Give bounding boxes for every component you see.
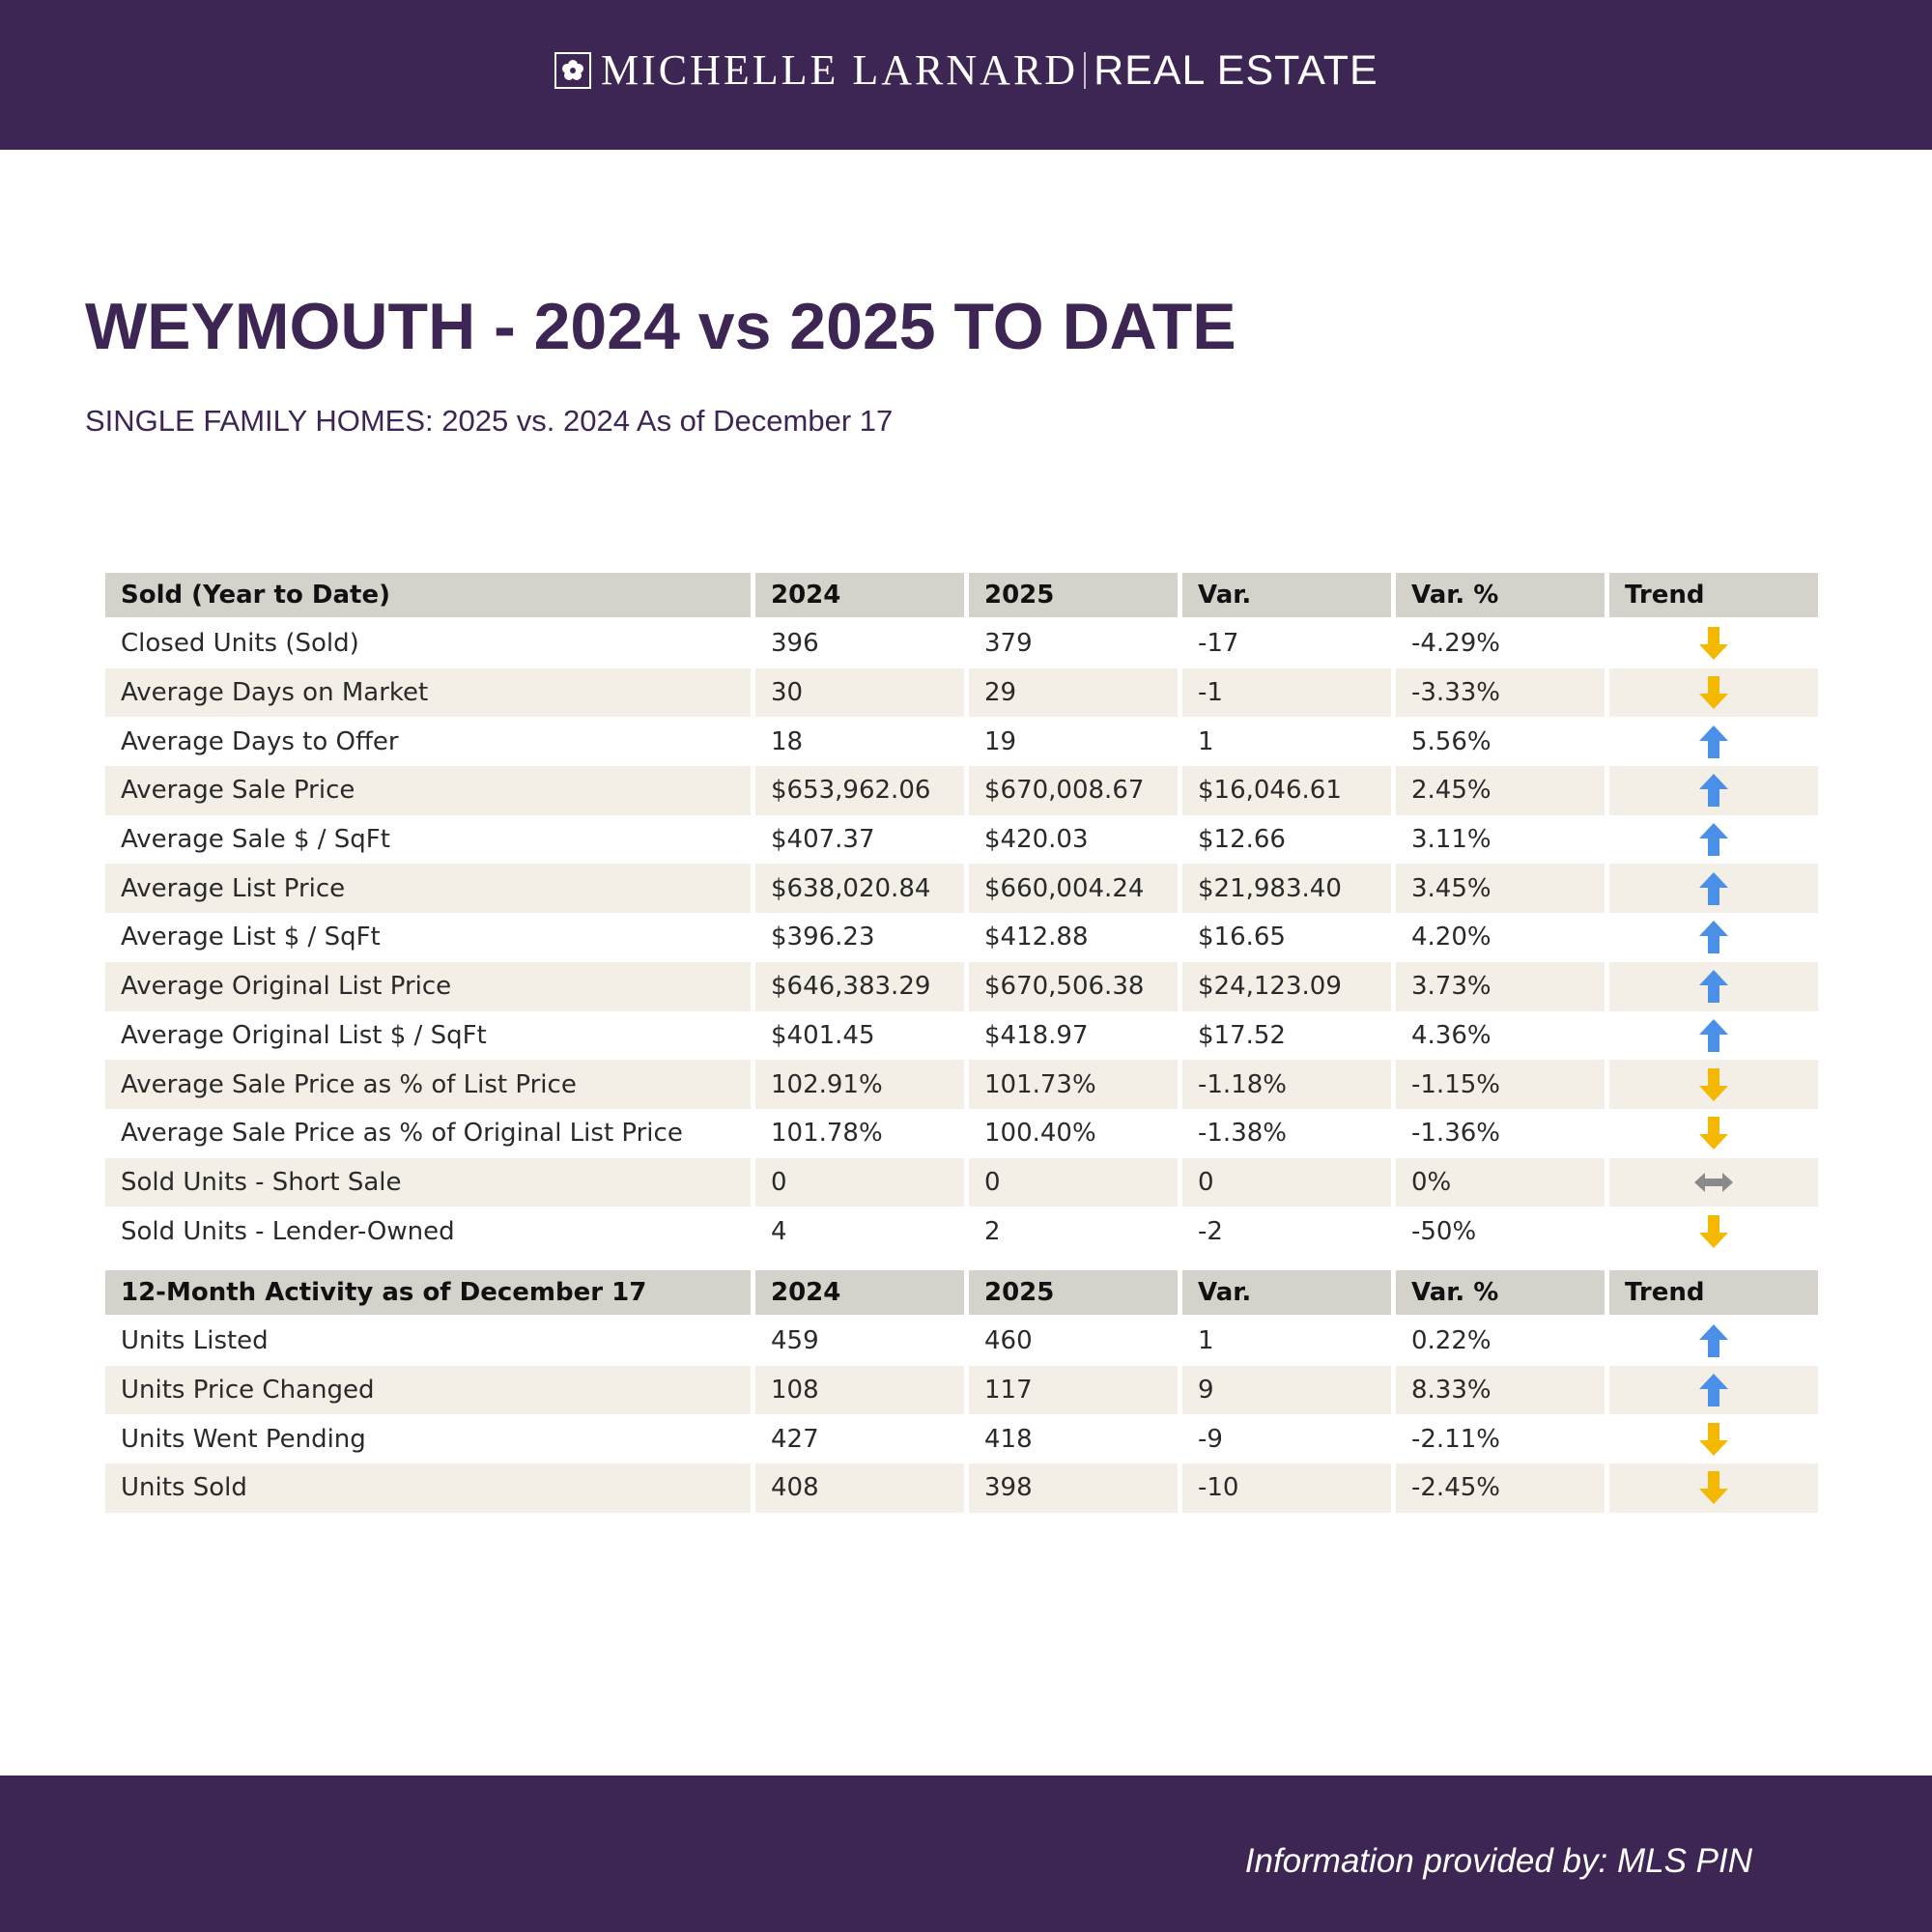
trend-cell <box>1609 668 1818 718</box>
metric-cell: Average Days to Offer <box>121 726 399 756</box>
value-2025-cell: $670,008.67 <box>969 766 1178 815</box>
value-2024-cell: $396.23 <box>771 923 875 952</box>
metric-cell: Units Went Pending <box>121 1424 366 1454</box>
variance-cell: 1 <box>1198 1326 1214 1356</box>
value-2025-cell: 29 <box>969 668 1178 718</box>
value-2024-cell: 0 <box>755 1158 964 1208</box>
variance-percent-cell: 2.45% <box>1396 766 1605 815</box>
value-2024-cell: 427 <box>771 1424 819 1454</box>
table-row <box>105 1207 1818 1256</box>
trend-cell <box>1609 1011 1818 1061</box>
table-row <box>105 1414 1818 1463</box>
variance-cell: -2 <box>1198 1216 1223 1246</box>
column-header: 2024 <box>755 573 964 617</box>
arrow-up-icon <box>1697 724 1730 760</box>
variance-cell: $24,123.09 <box>1182 962 1391 1011</box>
arrow-up-icon <box>1697 870 1730 907</box>
value-2024-cell: 4 <box>771 1216 787 1246</box>
variance-percent-cell: 8.33% <box>1396 1366 1605 1415</box>
arrow-left-right-icon <box>1692 1170 1735 1195</box>
value-2024-cell: 30 <box>755 668 964 718</box>
table-row <box>105 1158 1818 1208</box>
table-row <box>105 962 1818 1011</box>
variance-percent-cell: 4.36% <box>1411 1020 1492 1050</box>
variance-cell: -17 <box>1198 629 1239 659</box>
brand-suffix: REAL ESTATE <box>1094 47 1378 94</box>
column-header: 2024 <box>755 1270 964 1315</box>
value-2024-cell: 408 <box>755 1463 964 1513</box>
arrow-down-icon <box>1697 1469 1730 1506</box>
trend-cell <box>1609 1463 1818 1513</box>
trend-cell <box>1609 1109 1818 1158</box>
variance-percent-cell: 5.56% <box>1411 726 1492 756</box>
value-2025-cell: 19 <box>984 726 1017 756</box>
table-row <box>105 668 1818 718</box>
section-header-row <box>105 573 1818 617</box>
table-row <box>105 1463 1818 1513</box>
variance-percent-cell: -1.15% <box>1396 1060 1605 1109</box>
arrow-down-icon <box>1697 1213 1730 1250</box>
flower-emblem-icon <box>554 52 591 89</box>
metric-cell: Sold Units - Lender-Owned <box>121 1216 455 1246</box>
variance-percent-cell: -4.29% <box>1411 629 1500 659</box>
value-2025-cell: 117 <box>969 1366 1178 1415</box>
value-2025-cell: $418.97 <box>984 1020 1089 1050</box>
arrow-up-icon <box>1697 1372 1730 1408</box>
variance-cell: -10 <box>1182 1463 1391 1513</box>
variance-cell: $17.52 <box>1198 1020 1286 1050</box>
table-row <box>105 913 1818 962</box>
value-2025-cell: 418 <box>984 1424 1033 1454</box>
market-stats-table <box>105 573 1818 1513</box>
value-2024-cell: 459 <box>771 1326 819 1356</box>
value-2025-cell: $412.88 <box>984 923 1089 952</box>
variance-percent-cell: -1.36% <box>1411 1119 1500 1149</box>
metric-cell: Average Sale Price as % of Original List Price <box>121 1119 683 1149</box>
variance-cell: $16.65 <box>1198 923 1286 952</box>
variance-percent-cell: 0.22% <box>1411 1326 1492 1356</box>
column-header: Var. % <box>1396 1270 1605 1315</box>
trend-cell <box>1609 717 1818 766</box>
metric-cell: Average Sale Price as % of List Price <box>105 1060 751 1109</box>
value-2025-cell: $670,506.38 <box>969 962 1178 1011</box>
source-credit: Information provided by: MLS PIN <box>1244 1842 1752 1880</box>
value-2024-cell: $646,383.29 <box>755 962 964 1011</box>
value-2025-cell: 100.40% <box>984 1119 1096 1149</box>
variance-cell: 0 <box>1182 1158 1391 1208</box>
arrow-down-icon <box>1697 625 1730 662</box>
brand-divider <box>1084 52 1086 89</box>
metric-cell: Average Original List Price <box>105 962 751 1011</box>
value-2024-cell: 102.91% <box>755 1060 964 1109</box>
trend-cell <box>1609 815 1818 865</box>
table-row <box>105 1060 1818 1109</box>
arrow-down-icon <box>1697 1115 1730 1151</box>
metric-cell: Average Original List $ / SqFt <box>121 1020 487 1050</box>
variance-percent-cell: 4.20% <box>1411 923 1492 952</box>
variance-percent-cell: 0% <box>1396 1158 1605 1208</box>
column-header: Trend <box>1609 1270 1818 1315</box>
table-row <box>105 1366 1818 1415</box>
trend-cell <box>1609 1317 1818 1366</box>
column-header: Var. % <box>1396 573 1605 617</box>
arrow-up-icon <box>1697 772 1730 809</box>
column-header: 2025 <box>969 1270 1178 1315</box>
arrow-down-icon <box>1697 674 1730 711</box>
metric-cell: Sold Units - Short Sale <box>105 1158 751 1208</box>
variance-percent-cell: 3.73% <box>1396 962 1605 1011</box>
variance-cell: -9 <box>1198 1424 1223 1454</box>
arrow-up-icon <box>1697 968 1730 1005</box>
value-2025-cell: 379 <box>984 629 1033 659</box>
trend-cell <box>1609 864 1818 913</box>
metric-cell: Units Sold <box>105 1463 751 1513</box>
variance-percent-cell: 3.45% <box>1396 864 1605 913</box>
variance-percent-cell: -2.45% <box>1396 1463 1605 1513</box>
value-2025-cell: $660,004.24 <box>969 864 1178 913</box>
value-2024-cell: $401.45 <box>771 1020 875 1050</box>
table-row <box>105 815 1818 865</box>
arrow-down-icon <box>1697 1421 1730 1458</box>
variance-cell: 1 <box>1198 726 1214 756</box>
value-2025-cell: 398 <box>969 1463 1178 1513</box>
value-2024-cell: $407.37 <box>771 825 875 855</box>
value-2024-cell: 396 <box>771 629 819 659</box>
variance-cell: -1.38% <box>1198 1119 1287 1149</box>
table-row <box>105 717 1818 766</box>
value-2025-cell: $420.03 <box>984 825 1089 855</box>
table-row <box>105 1011 1818 1061</box>
arrow-up-icon <box>1697 1322 1730 1359</box>
metric-cell: Units Listed <box>121 1326 269 1356</box>
table-row <box>105 1317 1818 1366</box>
arrow-up-icon <box>1697 919 1730 955</box>
value-2025-cell: 101.73% <box>969 1060 1178 1109</box>
value-2024-cell: 18 <box>771 726 804 756</box>
value-2025-cell: 2 <box>984 1216 1001 1246</box>
trend-cell <box>1609 766 1818 815</box>
brand-name: MICHELLE LARNARD <box>601 46 1079 94</box>
trend-cell <box>1609 1366 1818 1415</box>
value-2024-cell: $638,020.84 <box>755 864 964 913</box>
section-header-row <box>105 1270 1818 1315</box>
metric-cell: Average Sale $ / SqFt <box>121 825 390 855</box>
table-row <box>105 1109 1818 1158</box>
metric-cell: Average Sale Price <box>105 766 751 815</box>
variance-cell: $12.66 <box>1198 825 1286 855</box>
variance-cell: -1 <box>1182 668 1391 718</box>
table-row <box>105 864 1818 913</box>
column-header: Sold (Year to Date) <box>105 573 751 617</box>
variance-cell: $16,046.61 <box>1182 766 1391 815</box>
metric-cell: Units Price Changed <box>105 1366 751 1415</box>
arrow-down-icon <box>1697 1066 1730 1103</box>
variance-percent-cell: -3.33% <box>1396 668 1605 718</box>
metric-cell: Average List $ / SqFt <box>121 923 381 952</box>
arrow-up-icon <box>1697 1017 1730 1054</box>
trend-cell <box>1609 913 1818 962</box>
column-header: 2025 <box>969 573 1178 617</box>
trend-cell <box>1609 1414 1818 1463</box>
brand-logo <box>554 48 1378 93</box>
variance-cell: 9 <box>1182 1366 1391 1415</box>
arrow-up-icon <box>1697 821 1730 858</box>
variance-percent-cell: -50% <box>1411 1216 1477 1246</box>
variance-cell: -1.18% <box>1182 1060 1391 1109</box>
value-2025-cell: 0 <box>969 1158 1178 1208</box>
variance-percent-cell: -2.11% <box>1411 1424 1500 1454</box>
trend-cell <box>1609 1207 1818 1256</box>
metric-cell: Average Days on Market <box>105 668 751 718</box>
trend-cell <box>1609 962 1818 1011</box>
metric-cell: Average List Price <box>105 864 751 913</box>
value-2024-cell: $653,962.06 <box>755 766 964 815</box>
variance-percent-cell: 3.11% <box>1411 825 1492 855</box>
value-2024-cell: 108 <box>755 1366 964 1415</box>
metric-cell: Closed Units (Sold) <box>121 629 359 659</box>
page-subtitle: SINGLE FAMILY HOMES: 2025 vs. 2024 As of December 17 <box>85 404 894 438</box>
variance-cell: $21,983.40 <box>1182 864 1391 913</box>
trend-cell <box>1609 1060 1818 1109</box>
column-header: Trend <box>1609 573 1818 617</box>
table-row <box>105 619 1818 668</box>
value-2025-cell: 460 <box>984 1326 1033 1356</box>
trend-cell <box>1609 619 1818 668</box>
value-2024-cell: 101.78% <box>771 1119 883 1149</box>
table-row <box>105 766 1818 815</box>
column-header: Var. <box>1182 573 1391 617</box>
page-title: WEYMOUTH - 2024 vs 2025 TO DATE <box>85 290 1236 363</box>
trend-cell <box>1609 1158 1818 1208</box>
column-header: 12-Month Activity as of December 17 <box>105 1270 751 1315</box>
column-header: Var. <box>1182 1270 1391 1315</box>
